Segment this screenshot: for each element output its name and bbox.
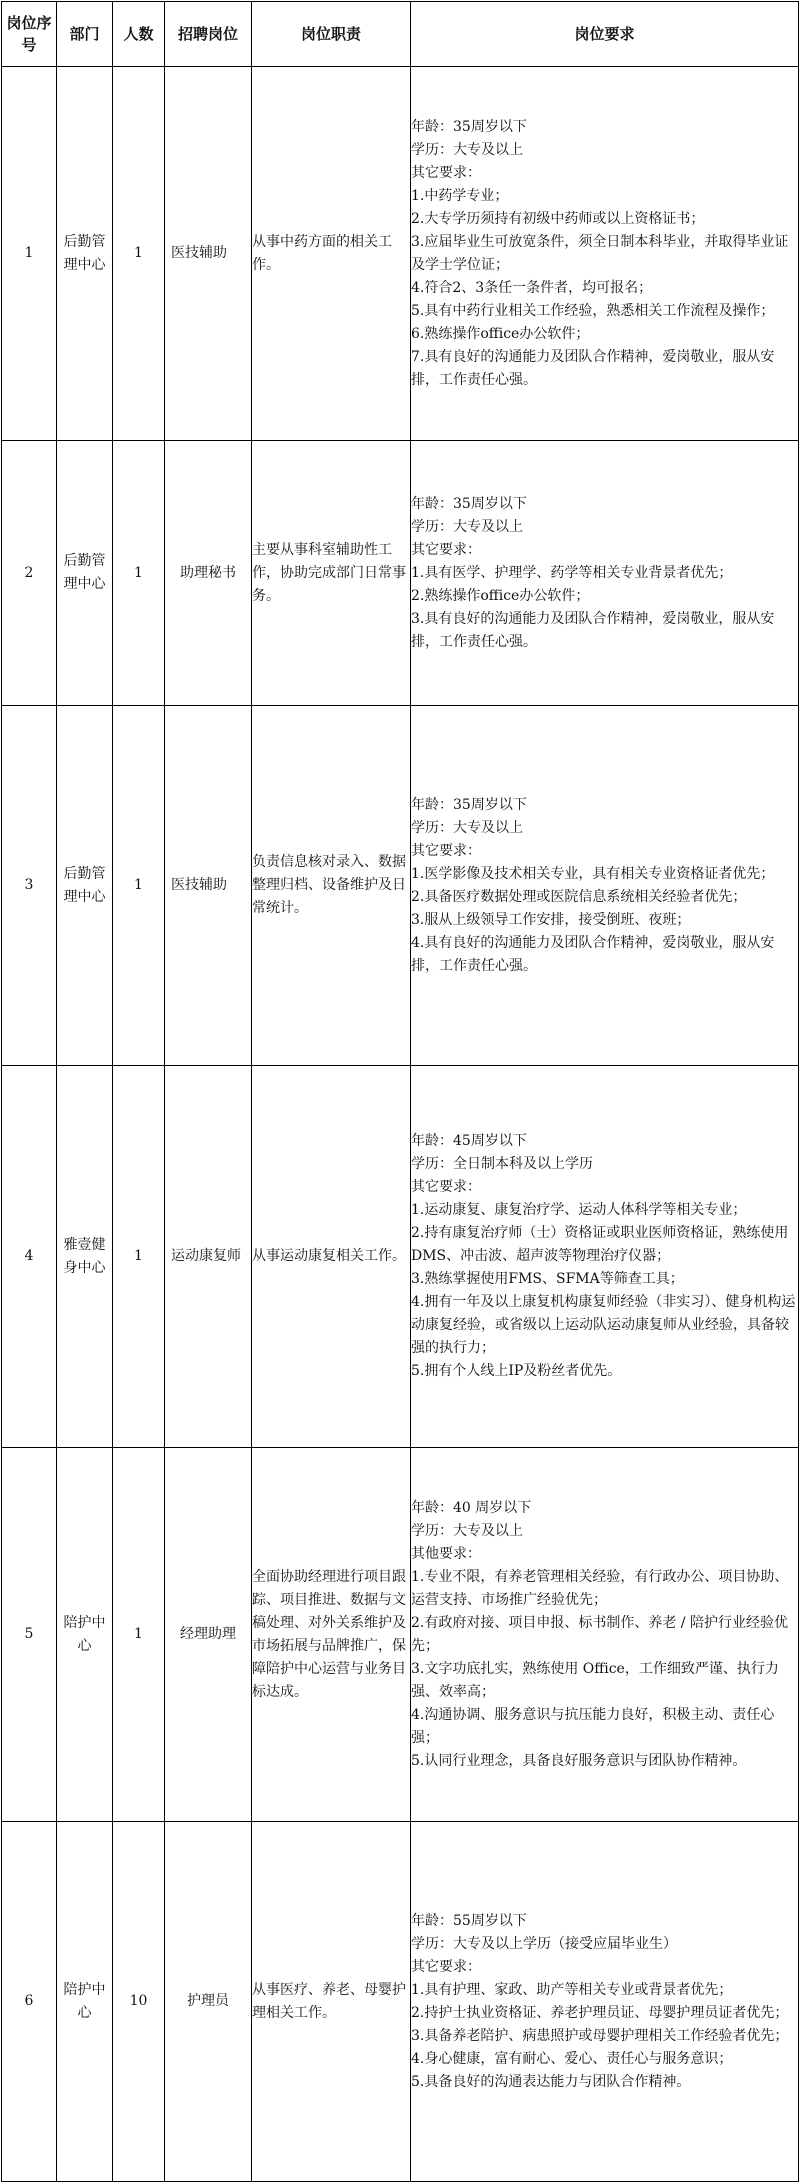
cell-headcount: 1 xyxy=(113,1448,165,1822)
header-department: 部门 xyxy=(57,2,113,67)
cell-department: 后勤管理中心 xyxy=(57,67,113,441)
requirement-line: 4.沟通协调、服务意识与抗压能力良好，积极主动、责任心强； xyxy=(411,1706,775,1746)
header-position-number-label: 岗位序号 xyxy=(6,14,52,54)
cell-position-number: 2 xyxy=(2,441,57,706)
requirement-line: 2.持护士执业资格证、养老护理员证、母婴护理员证者优先； xyxy=(411,2004,789,2021)
requirement-line: 5.具有中药行业相关工作经验，熟悉相关工作流程及操作； xyxy=(411,302,775,319)
cell-requirements xyxy=(411,441,799,706)
requirement-line: 年龄：35周岁以下 xyxy=(411,796,527,813)
requirement-line: 3.熟练掌握使用FMS、SFMA等筛查工具； xyxy=(411,1271,684,1287)
cell-department: 陪护中心 xyxy=(57,1822,113,2182)
cell-requirements xyxy=(411,1066,799,1448)
requirement-line: 其它要求： xyxy=(411,842,481,859)
cell-position-number: 1 xyxy=(2,67,57,441)
requirement-line: 2.持有康复治疗师（士）资格证或职业医师资格证，熟练使用DMS、冲击波、超声波等物理治疗仪器； xyxy=(411,1225,789,1264)
cell-position-number: 4 xyxy=(2,1066,57,1448)
requirement-line: 6.熟练操作office办公软件； xyxy=(411,325,590,342)
requirement-line: 1.具有医学、护理学、药学等相关专业背景者优先； xyxy=(411,564,733,581)
requirement-line: 1.运动康复、康复治疗学、运动人体科学等相关专业； xyxy=(411,1202,747,1218)
cell-responsibilities: 从事中药方面的相关工作。 xyxy=(252,67,411,441)
requirement-line: 2.具备医疗数据处理或医院信息系统相关经验者优先； xyxy=(411,888,747,905)
cell-recruiting-position: 护理员 xyxy=(165,1822,252,2182)
requirement-line: 5.具备良好的沟通表达能力与团队合作精神。 xyxy=(411,2073,691,2090)
cell-responsibilities: 从事医疗、养老、母婴护理相关工作。 xyxy=(252,1822,411,2182)
cell-responsibilities: 从事运动康复相关工作。 xyxy=(252,1066,411,1448)
cell-requirements xyxy=(411,1448,799,1822)
requirement-line: 1.中药学专业； xyxy=(411,187,509,204)
cell-recruiting-position: 经理助理 xyxy=(165,1448,252,1822)
requirement-line: 4.身心健康，富有耐心、爱心、责任心与服务意识； xyxy=(411,2050,733,2067)
requirement-line: 2.熟练操作office办公软件； xyxy=(411,587,590,604)
cell-department: 后勤管理中心 xyxy=(57,441,113,706)
requirement-line: 3.文字功底扎实，熟练使用 Office，工作细致严谨、执行力强、效率高； xyxy=(411,1660,779,1700)
header-responsibilities: 岗位职责 xyxy=(252,2,411,67)
cell-recruiting-position: 医技辅助 xyxy=(165,67,252,441)
requirement-line: 3.具有良好的沟通能力及团队合作精神，爱岗敬业，服从安排，工作责任心强。 xyxy=(411,610,775,650)
cell-responsibilities: 负责信息核对录入、数据整理归档、设备维护及日常统计。 xyxy=(252,706,411,1066)
requirement-line: 1.医学影像及技术相关专业，具有相关专业资格证者优先； xyxy=(411,865,775,882)
cell-position-number: 3 xyxy=(2,706,57,1066)
requirement-line: 学历：大专及以上 xyxy=(411,819,523,836)
requirement-line: 1.专业不限，有养老管理相关经验，有行政办公、项目协助、运营支持、市场推广经验优先； xyxy=(411,1568,789,1608)
table-row xyxy=(2,706,799,1066)
table-row xyxy=(2,1066,799,1448)
requirement-line: 4.具有良好的沟通能力及团队合作精神，爱岗敬业，服从安排，工作责任心强。 xyxy=(411,934,775,974)
requirement-line: 学历：大专及以上 xyxy=(411,518,523,535)
header-recruiting-position: 招聘岗位 xyxy=(165,2,252,67)
requirement-line: 3.服从上级领导工作安排，接受倒班、夜班； xyxy=(411,911,691,928)
requirement-line: 3.具备养老陪护、病患照护或母婴护理相关工作经验者优先； xyxy=(411,2027,789,2044)
header-headcount: 人数 xyxy=(113,2,165,67)
requirement-line: 5.认同行业理念，具备良好服务意识与团队协作精神。 xyxy=(411,1752,747,1769)
cell-recruiting-position: 运动康复师 xyxy=(165,1066,252,1448)
requirement-line: 学历：大专及以上 xyxy=(411,141,523,158)
requirement-line: 年龄：40 周岁以下 xyxy=(411,1499,532,1516)
table-row xyxy=(2,441,799,706)
requirement-line: 7.具有良好的沟通能力及团队合作精神，爱岗敬业，服从安排，工作责任心强。 xyxy=(411,348,775,388)
requirement-line: 4.符合2、3条任一条件者，均可报名； xyxy=(411,279,653,296)
cell-responsibilities: 全面协助经理进行项目跟踪、项目推进、数据与文稿处理、对外关系维护及市场拓展与品牌推广，保障陪护中心运营与业务目标达成。 xyxy=(252,1448,411,1822)
requirement-line: 年龄：35周岁以下 xyxy=(411,118,527,135)
requirement-line: 学历：全日制本科及以上学历 xyxy=(411,1156,593,1172)
requirement-line: 年龄：55周岁以下 xyxy=(411,1912,527,1929)
requirement-line: 年龄：45周岁以下 xyxy=(411,1133,527,1149)
cell-headcount: 1 xyxy=(113,441,165,706)
table-row xyxy=(2,1448,799,1822)
cell-recruiting-position: 医技辅助 xyxy=(165,706,252,1066)
requirement-line: 其它要求： xyxy=(411,164,481,181)
cell-position-number: 5 xyxy=(2,1448,57,1822)
requirement-line: 3.应届毕业生可放宽条件，须全日制本科毕业，并取得毕业证及学士学位证； xyxy=(411,233,789,273)
requirement-line: 学历：大专及以上学历（接受应届毕业生） xyxy=(411,1935,677,1952)
cell-headcount: 1 xyxy=(113,706,165,1066)
cell-recruiting-position: 助理秘书 xyxy=(165,441,252,706)
requirement-line: 2.有政府对接、项目申报、标书制作、养老 / 陪护行业经验优先； xyxy=(411,1614,788,1654)
requirement-line: 其他要求： xyxy=(411,1545,481,1562)
requirement-line: 1.具有护理、家政、助产等相关专业或背景者优先； xyxy=(411,1981,733,1998)
requirement-line: 学历：大专及以上 xyxy=(411,1522,523,1539)
cell-department: 雅壹健身中心 xyxy=(57,1066,113,1448)
cell-requirements xyxy=(411,67,799,441)
cell-position-number: 6 xyxy=(2,1822,57,2182)
table-row xyxy=(2,67,799,441)
table-row xyxy=(2,1822,799,2182)
cell-department: 后勤管理中心 xyxy=(57,706,113,1066)
requirement-line: 2.大专学历须持有初级中药师或以上资格证书； xyxy=(411,210,705,227)
cell-requirements xyxy=(411,1822,799,2182)
cell-headcount: 1 xyxy=(113,67,165,441)
requirement-line: 其它要求： xyxy=(411,1179,481,1195)
requirement-line: 其它要求： xyxy=(411,541,481,558)
cell-responsibilities: 主要从事科室辅助性工作，协助完成部门日常事务。 xyxy=(252,441,411,706)
cell-headcount: 1 xyxy=(113,1066,165,1448)
recruitment-table xyxy=(1,1,799,2182)
header-requirements: 岗位要求 xyxy=(411,2,799,67)
header-position-number xyxy=(2,2,57,67)
header-row xyxy=(2,2,799,67)
cell-headcount: 10 xyxy=(113,1822,165,2182)
requirement-line: 年龄：35周岁以下 xyxy=(411,495,527,512)
requirement-line: 5.拥有个人线上IP及粉丝者优先。 xyxy=(411,1363,622,1379)
cell-requirements xyxy=(411,706,799,1066)
cell-department: 陪护中心 xyxy=(57,1448,113,1822)
requirement-line: 其它要求： xyxy=(411,1958,481,1975)
requirement-line: 4.拥有一年及以上康复机构康复师经验（非实习）、健身机构运动康复经验，或省级以上运动队运动康复师从业经验，具备较强的执行力； xyxy=(411,1294,796,1356)
